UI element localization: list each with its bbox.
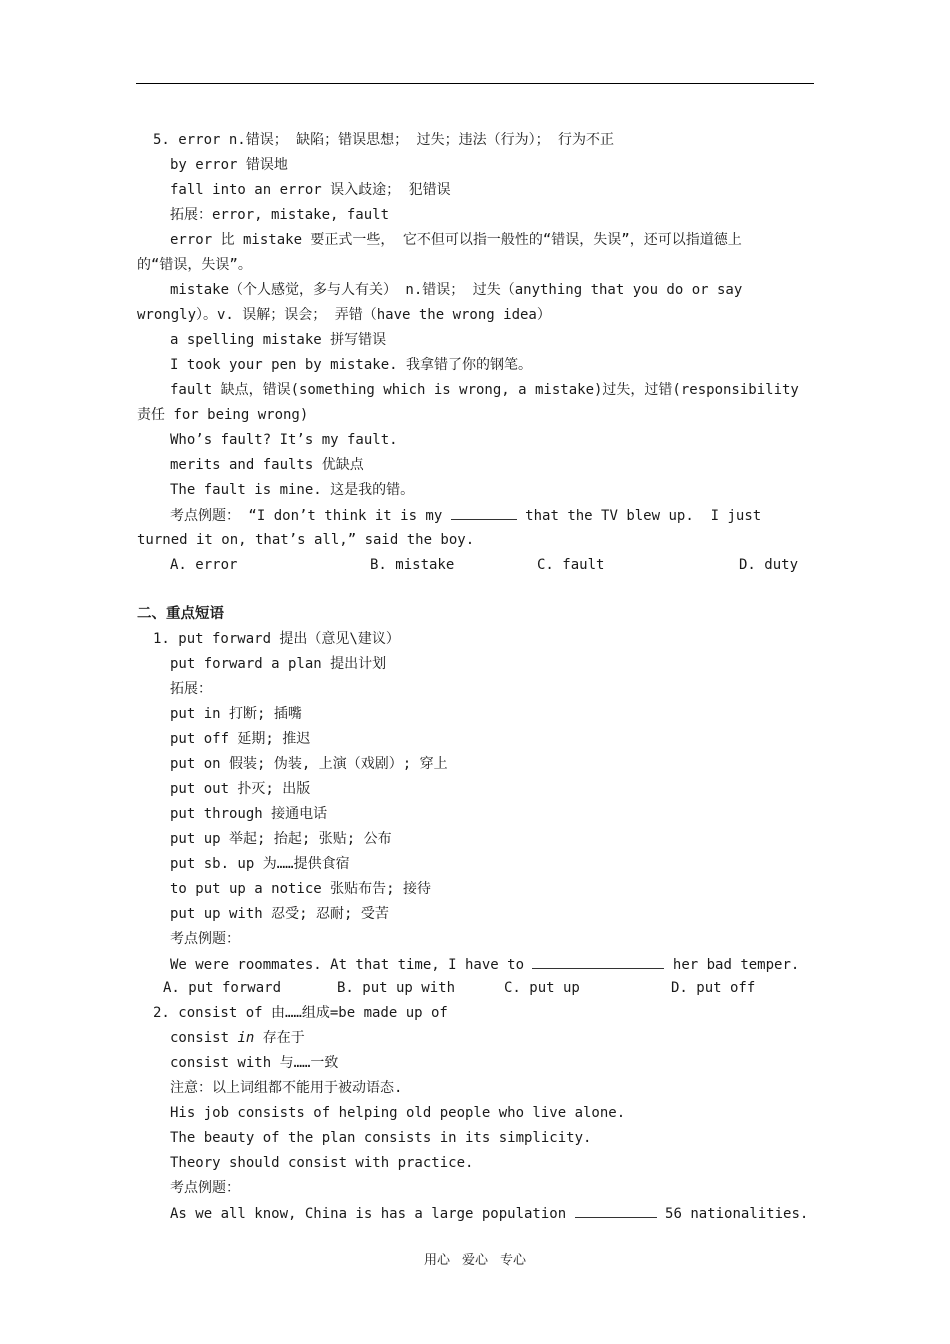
exam-question-2-end: her bad temper. (672, 957, 800, 973)
section-heading: 二、重点短语 (137, 606, 224, 622)
took-pen-example: I took your pen by mistake. 我拿错了你的钢笔。 (170, 357, 533, 373)
passive-note: 注意：以上词组都不能用于被动语态. (170, 1080, 403, 1096)
header-rule (136, 83, 814, 84)
fault-note-2: 责任 for being wrong) (137, 407, 309, 423)
error-note-1: error 比 mistake 要正式一些， 它不但可以指一般性的“错误，失误”，还可以指道德上 (170, 232, 742, 248)
option-c: C. fault (537, 557, 605, 573)
exam-question-1 (170, 505, 761, 526)
phrase-item: put through 接通电话 (170, 806, 328, 822)
page-footer (0, 1249, 950, 1268)
exam-question-1-cont: turned it on, that’s all,” said the boy. (137, 532, 475, 548)
option-a: A. error (170, 557, 238, 573)
option-b: B. mistake (370, 557, 455, 573)
consist-word: consist (170, 1030, 230, 1046)
consist-in (170, 1028, 305, 1048)
by-error: by error 错误地 (170, 157, 288, 173)
put-forward-title: 1. put forward 提出（意见\建议） (153, 631, 400, 647)
mistake-note-1: mistake（个人感觉，多与人有关） n.错误； 过失（anything that you do or say (170, 282, 743, 298)
exam-question-3-start: As we all know, China is has a large population (170, 1206, 567, 1222)
exam-question-3 (170, 1203, 808, 1224)
example-sentence: Theory should consist with practice. (170, 1155, 474, 1171)
merits-faults: merits and faults 优缺点 (170, 457, 364, 473)
exam-question-2 (170, 954, 799, 975)
phrase-item: put out 扑灭; 出版 (170, 781, 311, 797)
in-word: in (237, 1030, 255, 1046)
fault-mine: The fault is mine. 这是我的错。 (170, 482, 415, 498)
option-c: C. put up (504, 980, 580, 996)
phrase-item: to put up a notice 张贴布告; 接待 (170, 881, 432, 897)
fault-note-1: fault 缺点，错误(something which is wrong, a mistake)过失，过错(responsibility (170, 382, 799, 398)
answer-blank (451, 505, 517, 520)
consist-with: consist with 与……一致 (170, 1055, 339, 1071)
consist-of-title: 2. consist of 由……组成=be made up of (153, 1005, 448, 1021)
whos-fault: Who’s fault? It’s my fault. (170, 432, 398, 448)
answer-blank (532, 954, 664, 969)
error-title: 5. error n.错误； 缺陷；错误思想； 过失；违法（行为）； 行为不正 (153, 132, 615, 148)
footer-word: 专心 (500, 1253, 527, 1268)
footer-word: 爱心 (461, 1253, 488, 1268)
option-b: B. put up with (337, 980, 456, 996)
put-forward-example: put forward a plan 提出计划 (170, 656, 387, 672)
exam-question-1-start: 考点例题： “I don’t think it is my (170, 508, 443, 524)
extension-label: 拓展： (170, 681, 212, 697)
example-sentence: His job consists of helping old people who live alone. (170, 1105, 626, 1121)
option-d: D. duty (739, 557, 799, 573)
exam-question-1-end: that the TV blew up. I just (525, 508, 762, 524)
option-d: D. put off (671, 980, 756, 996)
footer-word: 用心 (423, 1253, 450, 1268)
mistake-note-2: wrongly）。v. 误解；误会； 弄错（have the wrong idea） (137, 307, 551, 323)
option-a: A. put forward (163, 980, 282, 996)
phrase-item: put in 打断; 插嘴 (170, 706, 302, 722)
phrase-item: put on 假装; 伪装, 上演（戏剧）; 穿上 (170, 756, 448, 772)
fall-into-error: fall into an error 误入歧途； 犯错误 (170, 182, 451, 198)
spelling-mistake: a spelling mistake 拼写错误 (170, 332, 387, 348)
consist-in-meaning: 存在于 (262, 1030, 305, 1046)
example-sentence: The beauty of the plan consists in its simplicity. (170, 1130, 592, 1146)
phrase-item: put sb. up 为……提供食宿 (170, 856, 350, 872)
exam-question-2-start: We were roommates. At that time, I have to (170, 957, 525, 973)
phrase-item: put up with 忍受; 忍耐; 受苦 (170, 906, 389, 922)
exam-question-3-end: 56 nationalities. (665, 1206, 809, 1222)
answer-blank (575, 1203, 657, 1218)
exam-label: 考点例题： (170, 931, 240, 947)
exam-label: 考点例题： (170, 1180, 240, 1196)
phrase-item: put up 举起; 抬起; 张贴; 公布 (170, 831, 392, 847)
extension-line: 拓展：error, mistake, fault (170, 207, 390, 223)
error-note-2: 的“错误，失误”。 (137, 257, 252, 273)
phrase-item: put off 延期; 推迟 (170, 731, 311, 747)
